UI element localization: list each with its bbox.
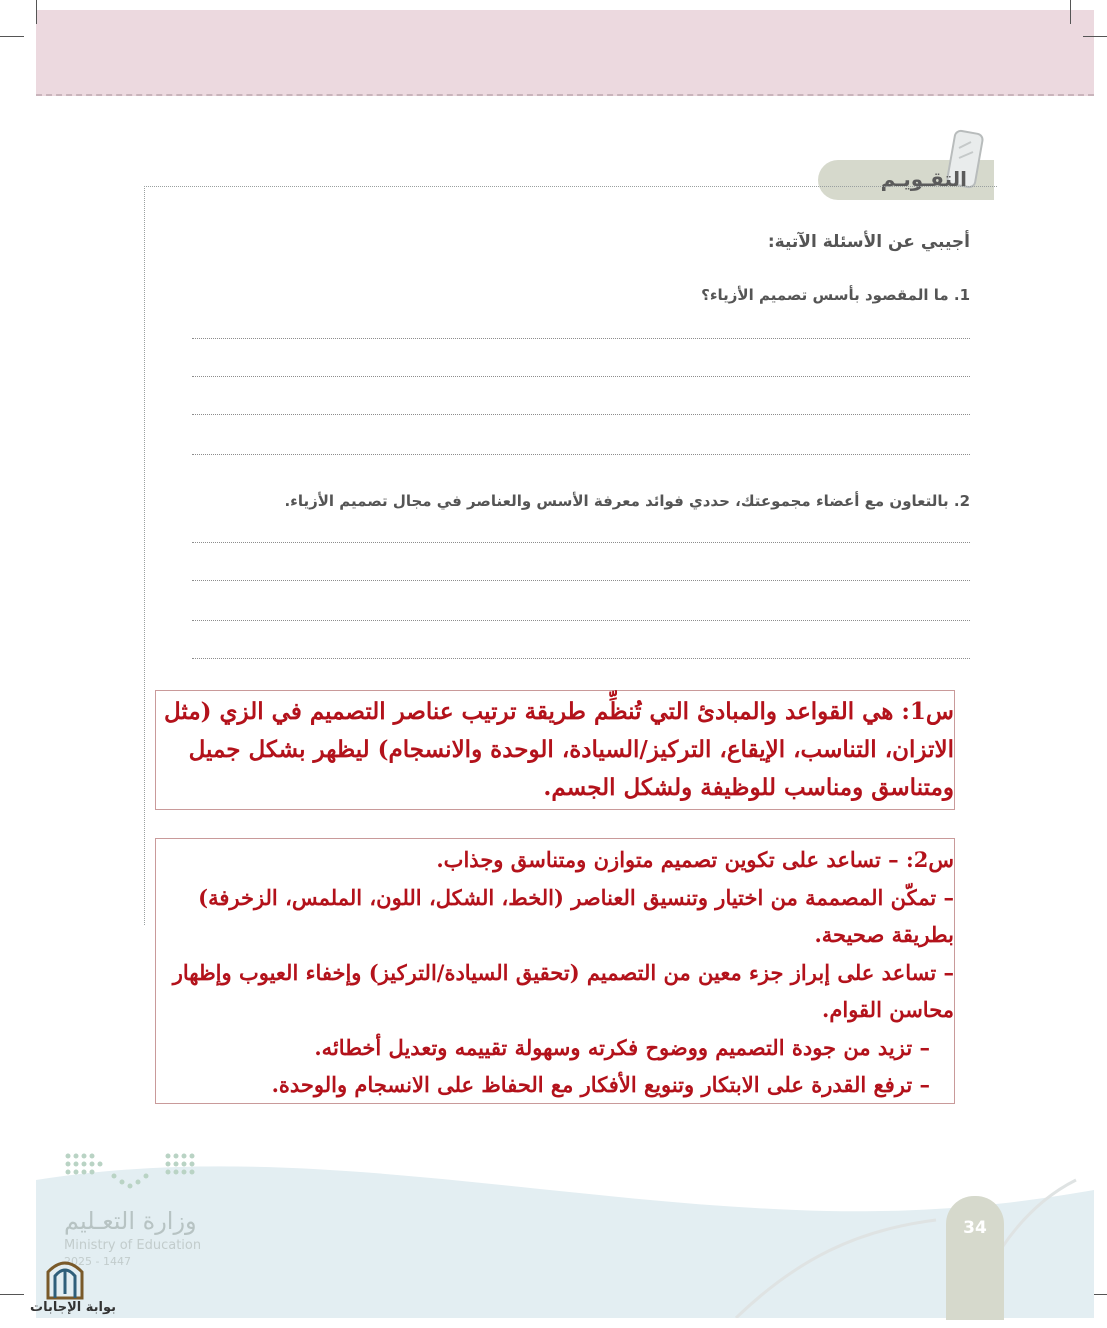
answer-line[interactable]: [192, 580, 970, 581]
answer-line[interactable]: [192, 542, 970, 543]
answer-line-text: – تمكّن المصممة من اختيار وتنسيق العناصر (الخط، الشكل، اللون، الملمس، الزخرفة): [198, 884, 954, 910]
ministry-name-english: Ministry of Education: [64, 1238, 202, 1253]
answer-line-text: س2: – تساعد على تكوين تصميم متوازن ومتناسق وجذاب.: [436, 847, 954, 872]
answer-box-1: [155, 690, 955, 810]
crop-mark: [0, 1294, 24, 1295]
crop-mark: [1070, 0, 1071, 24]
section-title: التقـويـم: [880, 167, 967, 191]
question-1: 1. ما المقصود بأسس تصميم الأزياء؟: [701, 286, 970, 304]
ministry-years: 2025 - 1447: [64, 1255, 131, 1268]
answer-line-text: محاسن القوام.: [822, 997, 954, 1022]
page-number: 34: [963, 1218, 987, 1238]
answer-line[interactable]: [192, 414, 970, 415]
answer-line[interactable]: [192, 338, 970, 339]
page-number-tab: [946, 1196, 1004, 1320]
answer-line-text: بطريقة صحيحة.: [814, 922, 954, 947]
ministry-name-arabic: وزارة التعـليم: [64, 1207, 197, 1235]
question-2: 2. بالتعاون مع أعضاء مجموعتك، حددي فوائد معرفة الأسس والعناصر في مجال تصميم الأزياء.: [284, 492, 970, 510]
answer-line-text: – ترفع القدرة على الابتكار وتنويع الأفكار مع الحفاظ على الانسجام والوحدة.: [271, 1072, 930, 1097]
answer-line[interactable]: [192, 620, 970, 621]
answer-2-text: [156, 839, 954, 1104]
answer-line[interactable]: [192, 658, 970, 659]
answers-portal-logo-icon: [44, 1254, 86, 1300]
crop-mark: [0, 36, 24, 37]
answer-line-text: – تساعد على إبراز جزء معين من التصميم (تحقيق السيادة/التركيز) وإخفاء العيوب وإظهار: [172, 959, 954, 985]
crop-mark: [36, 0, 37, 24]
answer-box-2: [155, 838, 955, 1104]
header-band: [36, 10, 1094, 96]
answers-portal-label: بوابة الإجابات: [30, 1300, 116, 1315]
answer-line[interactable]: [192, 376, 970, 377]
instruction-text: أجيبي عن الأسئلة الآتية:: [767, 232, 970, 252]
crop-mark: [1083, 36, 1107, 37]
answer-1-text: [156, 691, 954, 807]
answer-line-text: ومتناسق ومناسب للوظيفة ولشكل الجسم.: [543, 774, 954, 801]
answer-line-text: الاتزان، التناسب، الإيقاع، التركيز/السيادة، الوحدة والانسجام) ليظهر بشكل جميل: [188, 736, 954, 763]
answer-line-text: – تزيد من جودة التصميم ووضوح فكرته وسهولة تقييمه وتعديل أخطائه.: [314, 1034, 930, 1060]
ministry-logo-dots: [64, 1152, 204, 1192]
answer-line[interactable]: [192, 454, 970, 455]
answer-line-text: س1: هي القواعد والمبادئ التي تُنظِّم طريقة ترتيب عناصر التصميم في الزي (مثل: [163, 698, 954, 725]
